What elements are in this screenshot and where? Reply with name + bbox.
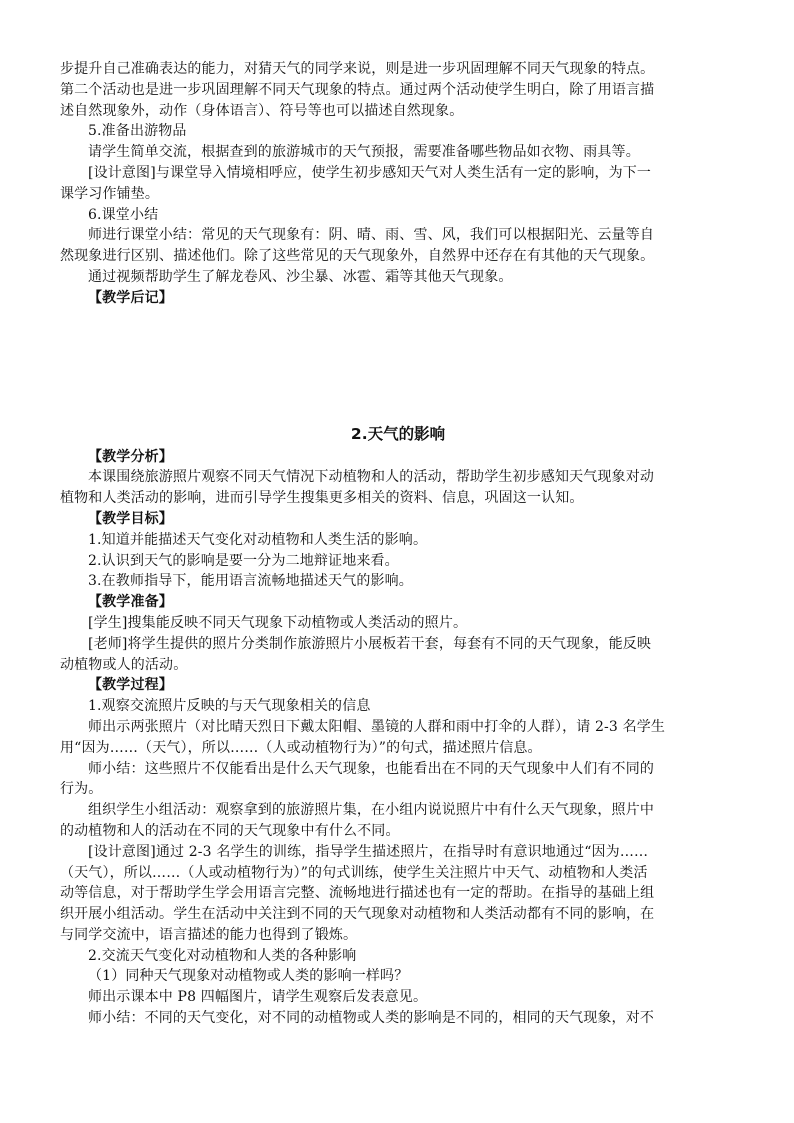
- prep-heading: 【教学准备】: [88, 594, 173, 611]
- text-line: 用“因为……（天气），所以……（人或动植物行为）”的句式，描述照片信息。: [60, 739, 542, 756]
- text-line: 述自然现象外，动作（身体语言）、符号等也可以描述自然现象。: [60, 102, 464, 119]
- text-line: 然现象进行区别、描述他们。除了这些常见的天气现象外，自然界中还存在有其他的天气现象。: [60, 248, 655, 265]
- step-1-body: [60, 717, 736, 946]
- text-line: 第二个活动也是进一步巩固理解不同天气现象的特点。通过两个活动使学生明白，除了用语言描: [60, 81, 655, 98]
- text-line: 的动植物和人的活动在不同的天气现象中有什么不同。: [60, 822, 400, 839]
- text-line: 师进行课堂小结：常见的天气现象有：阴、晴、雨、雪、风，我们可以根据阳光、云量等自: [88, 227, 654, 244]
- goal-item: 1.知道并能描述天气变化对动植物和人类生活的影响。: [88, 531, 428, 548]
- step-1-heading: 1.观察交流照片反映的与天气现象相关的信息: [88, 698, 371, 715]
- text-line: 行为。: [60, 781, 103, 798]
- step-2-heading: 2.交流天气变化对动植物和人类的各种影响: [88, 947, 357, 964]
- text-line: 动等信息，对于帮助学生学会用语言完整、流畅地进行描述也有一定的帮助。在指导的基础上组: [60, 885, 655, 902]
- text-line: 本课围绕旅游照片观察不同天气情况下动植物和人的活动，帮助学生初步感知天气现象对动: [88, 469, 654, 486]
- text-line: 步提升自己准确表达的能力，对猜天气的同学来说，则是进一步巩固理解不同天气现象的特点。: [60, 61, 655, 77]
- design-intent-line: [设计意图]通过 2-3 名学生的训练，指导学生描述照片，在指导时有意识地通过“因为……: [88, 843, 649, 860]
- text-line: 织开展小组活动。学生在活动中关注到不同的天气现象对动植物和人类活动都有不同的影响，在: [60, 906, 655, 923]
- text-line: 师出示两张照片（对比晴天烈日下戴太阳帽、墨镜的人群和雨中打伞的人群），请 2-3 名学生: [88, 718, 666, 735]
- text-line: （天气），所以……（人或动植物行为）”的句式训练，使学生关注照片中天气、动植物和人类活: [60, 864, 648, 881]
- item-6-heading: 6.课堂小结: [88, 206, 159, 223]
- step-2-body: [60, 987, 736, 1029]
- analysis-heading: 【教学分析】: [88, 448, 173, 465]
- prep-body: [60, 613, 736, 675]
- text-line: 与同学交流中，语言描述的能力也得到了锻炼。: [60, 926, 358, 943]
- goal-item: 3.在教师指导下，能用语言流畅地描述天气的影响。: [88, 573, 413, 590]
- document-page: [60, 59, 736, 1029]
- step-2-sub-heading: （1）同种天气现象对动植物或人类的影响一样吗？: [88, 968, 409, 985]
- lesson-title: 2.天气的影响: [350, 424, 446, 443]
- process-heading: 【教学过程】: [88, 677, 173, 694]
- text-line: [学生]搜集能反映不同天气现象下动植物或人类活动的照片。: [88, 614, 468, 631]
- design-intent-line: [设计意图]与课堂导入情境相呼应，使学生初步感知天气对人类生活有一定的影响，为下一: [88, 164, 652, 181]
- text-line: 师出示课本中 P8 四幅图片，请学生观察后发表意见。: [88, 989, 428, 1006]
- goals-heading: 【教学目标】: [88, 510, 173, 527]
- text-line: 动植物或人的活动。: [60, 656, 188, 673]
- postscript-heading: 【教学后记】: [88, 289, 173, 306]
- text-line: 通过视频帮助学生了解龙卷风、沙尘暴、冰雹、霜等其他天气现象。: [88, 268, 513, 285]
- item-5-heading: 5.准备出游物品: [88, 123, 187, 140]
- text-line: 课学习作铺垫。: [60, 185, 160, 202]
- item-6-body: [60, 225, 736, 287]
- text-line: 师小结：这些照片不仅能看出是什么天气现象，也能看出在不同的天气现象中人们有不同的: [88, 760, 654, 777]
- paragraph-continuation: [60, 59, 736, 121]
- text-line: [老师]将学生提供的照片分类制作旅游照片小展板若干套，每套有不同的天气现象，能反映: [88, 635, 652, 652]
- item-5-body: [60, 142, 736, 204]
- goals-list: [60, 530, 736, 592]
- text-line: 师小结：不同的天气变化，对不同的动植物或人类的影响是不同的，相同的天气现象，对不: [88, 1010, 654, 1027]
- text-line: 组织学生小组活动：观察拿到的旅游照片集，在小组内说说照片中有什么天气现象，照片中: [88, 802, 654, 819]
- goal-item: 2.认识到天气的影响是要一分为二地辩证地来看。: [88, 552, 399, 569]
- analysis-body: [60, 467, 736, 509]
- text-line: 植物和人类活动的影响，进而引导学生搜集更多相关的资料、信息，巩固这一认知。: [60, 490, 584, 507]
- blank-space: [60, 309, 736, 423]
- text-line: 请学生简单交流，根据查到的旅游城市的天气预报，需要准备哪些物品如衣物、雨具等。: [88, 144, 640, 161]
